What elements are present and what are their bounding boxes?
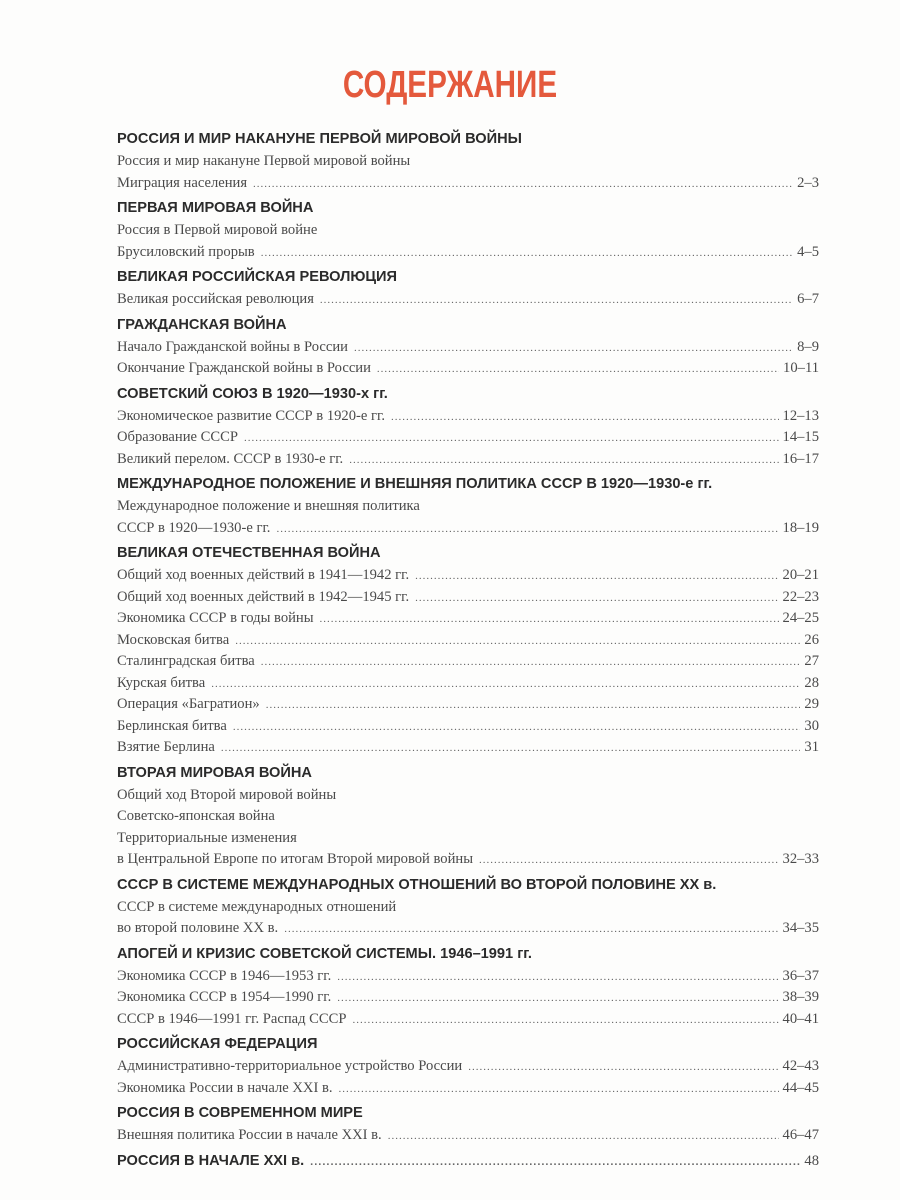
table-of-contents xyxy=(117,125,819,1173)
entry-title: Общий ход военных действий в 1942—1945 гг. xyxy=(117,588,410,605)
toc-section xyxy=(117,314,819,380)
entry-title: СССР в системе международных отношений xyxy=(117,898,397,915)
toc-entry[interactable] xyxy=(117,1125,819,1147)
dot-leader xyxy=(276,518,778,540)
entry-title: Образование СССР xyxy=(117,429,238,445)
entry-title: Операция «Багратион» xyxy=(117,696,260,712)
section-heading-text: РОССИЯ И МИР НАКАНУНЕ ПЕРВОЙ МИРОВОЙ ВОЙНЫ xyxy=(117,131,522,147)
page-number: 4–5 xyxy=(797,243,819,260)
toc-section xyxy=(117,943,819,1031)
entry-title: Экономика СССР в 1954—1990 гг. xyxy=(117,989,332,1005)
dot-leader xyxy=(339,1078,779,1100)
toc-entry[interactable] xyxy=(117,1056,819,1078)
entry-title: Экономика России в начале XXI в. xyxy=(117,1079,333,1096)
dot-leader xyxy=(337,987,778,1009)
entry-title: СССР в 1946—1991 гг. Распад СССР xyxy=(117,1010,347,1027)
toc-entry[interactable] xyxy=(117,849,819,871)
dot-leader xyxy=(221,737,801,759)
section-heading[interactable] xyxy=(117,314,819,337)
toc-entry[interactable] xyxy=(117,737,819,759)
page-number: 46–47 xyxy=(782,1127,819,1143)
entry-title: Брусиловский прорыв xyxy=(117,243,255,260)
entry-title: Московская битва xyxy=(117,631,230,648)
toc-entry[interactable] xyxy=(117,608,819,630)
entry-title: Миграция населения xyxy=(117,174,248,191)
entry-title: СССР в 1920—1930-е гг. xyxy=(117,519,271,536)
page-number: 42–43 xyxy=(782,1058,819,1074)
page-number: 16–17 xyxy=(782,450,819,467)
entry-title: Взятие Берлина xyxy=(117,739,215,755)
section-heading-text: СССР В СИСТЕМЕ МЕЖДУНАРОДНЫХ ОТНОШЕНИЙ ВО ВТОРОЙ ПОЛОВИНЕ XX в. xyxy=(117,876,717,893)
entry-title: Начало Гражданской войны в России xyxy=(117,338,348,355)
toc-entry[interactable] xyxy=(117,694,819,716)
entry-title: Международное положение и внешняя политика xyxy=(117,498,420,514)
section-heading-text: РОССИЯ В НАЧАЛЕ XXI в. xyxy=(117,1152,305,1169)
toc-entry[interactable] xyxy=(117,651,819,673)
dot-leader xyxy=(415,587,778,609)
page-number: 29 xyxy=(804,696,819,712)
section-heading-text: ПЕРВАЯ МИРОВАЯ ВОЙНА xyxy=(117,200,314,216)
toc-entry[interactable] xyxy=(117,828,819,850)
section-heading-text: ГРАЖДАНСКАЯ ВОЙНА xyxy=(117,316,287,333)
page-number: 40–41 xyxy=(782,1010,819,1027)
toc-entry[interactable] xyxy=(117,630,819,652)
toc-entry[interactable] xyxy=(117,220,819,242)
section-heading-text: АПОГЕЙ И КРИЗИС СОВЕТСКОЙ СИСТЕМЫ. 1946–1991 гг. xyxy=(117,945,532,962)
section-heading[interactable] xyxy=(117,943,819,966)
toc-entry[interactable] xyxy=(117,587,819,609)
toc-entry[interactable] xyxy=(117,151,819,173)
toc-entry[interactable] xyxy=(117,897,819,919)
toc-section xyxy=(117,1102,819,1147)
dot-leader xyxy=(235,630,800,652)
toc-entry[interactable] xyxy=(117,173,819,195)
toc-entry[interactable] xyxy=(117,449,819,471)
page-number: 24–25 xyxy=(782,610,819,626)
entry-title: Внешняя политика России в начале XXI в. xyxy=(117,1127,382,1143)
dot-leader xyxy=(310,1150,800,1173)
section-heading[interactable] xyxy=(117,197,819,220)
toc-section xyxy=(117,1033,819,1099)
dot-leader xyxy=(261,242,793,264)
page-number: 8–9 xyxy=(797,338,819,355)
entry-title: Административно-территориальное устройство России xyxy=(117,1058,463,1074)
entry-title: Территориальные изменения xyxy=(117,829,297,846)
toc-entry[interactable] xyxy=(117,518,819,540)
entry-title: Общий ход Второй мировой войны xyxy=(117,786,337,803)
page-number: 31 xyxy=(804,739,819,755)
page-number: 48 xyxy=(804,1152,819,1169)
entry-title: Общий ход военных действий в 1941—1942 гг. xyxy=(117,567,410,583)
entry-title: во второй половине XX в. xyxy=(117,920,279,936)
page-number: 2–3 xyxy=(797,174,819,191)
dot-leader xyxy=(233,716,801,738)
page-number: 12–13 xyxy=(782,407,819,424)
page-number: 22–23 xyxy=(782,588,819,605)
dot-leader xyxy=(354,337,793,359)
page-number: 14–15 xyxy=(782,429,819,445)
toc-entry[interactable] xyxy=(117,785,819,807)
toc-entry[interactable] xyxy=(117,1009,819,1031)
page-number: 20–21 xyxy=(782,567,819,583)
entry-title: Великий перелом. СССР в 1930-е гг. xyxy=(117,450,344,467)
section-heading[interactable] xyxy=(117,266,819,289)
page-number: 34–35 xyxy=(782,920,819,936)
page-number: 6–7 xyxy=(797,291,819,307)
toc-entry[interactable] xyxy=(117,673,819,695)
dot-leader xyxy=(337,966,778,988)
entry-title: Экономическое развитие СССР в 1920-е гг. xyxy=(117,407,385,424)
section-heading[interactable] xyxy=(117,762,819,785)
toc-entry[interactable] xyxy=(117,337,819,359)
toc-entry[interactable] xyxy=(117,565,819,587)
entry-title: в Центральной Европе по итогам Второй мировой войны xyxy=(117,851,474,867)
dot-leader xyxy=(468,1056,778,1078)
toc-entry[interactable] xyxy=(117,966,819,988)
section-heading[interactable] xyxy=(117,1033,819,1056)
toc-entry[interactable] xyxy=(117,1078,819,1100)
section-heading-text: РОССИЯ В СОВРЕМЕННОМ МИРЕ xyxy=(117,1105,363,1121)
dot-leader xyxy=(349,449,778,471)
entry-title: Окончание Гражданской войны в России xyxy=(117,360,371,376)
dot-leader xyxy=(391,406,779,428)
toc-entry[interactable] xyxy=(117,289,819,311)
dot-leader xyxy=(261,651,801,673)
dot-leader xyxy=(388,1125,779,1147)
toc-section xyxy=(117,197,819,263)
toc-section xyxy=(117,383,819,471)
page-number: 10–11 xyxy=(783,360,819,376)
entry-title: Великая российская революция xyxy=(117,291,314,307)
toc-entry[interactable] xyxy=(117,427,819,449)
toc-section xyxy=(117,128,819,194)
page-number: 28 xyxy=(804,674,819,691)
toc-section xyxy=(117,762,819,871)
page-title: СОДЕРЖАНИЕ xyxy=(342,64,558,106)
entry-title: Советско-японская война xyxy=(117,808,275,824)
section-heading-text: РОССИЙСКАЯ ФЕДЕРАЦИЯ xyxy=(117,1036,318,1052)
toc-entry[interactable] xyxy=(117,496,819,518)
section-heading[interactable] xyxy=(117,383,819,406)
section-heading[interactable] xyxy=(117,128,819,151)
page-number: 18–19 xyxy=(782,519,819,536)
entry-title: Россия и мир накануне Первой мировой войны xyxy=(117,153,411,169)
dot-leader xyxy=(415,565,778,587)
toc-entry[interactable] xyxy=(117,406,819,428)
toc-section xyxy=(117,542,819,759)
entry-title: Россия в Первой мировой войне xyxy=(117,222,318,238)
section-heading[interactable] xyxy=(117,1150,819,1173)
section-heading[interactable] xyxy=(117,473,819,496)
page-number: 38–39 xyxy=(782,989,819,1005)
toc-section xyxy=(117,266,819,311)
section-heading-text: МЕЖДУНАРОДНОЕ ПОЛОЖЕНИЕ И ВНЕШНЯЯ ПОЛИТИКА СССР В 1920—1930-е гг. xyxy=(117,476,713,492)
toc-entry[interactable] xyxy=(117,806,819,828)
entry-title: Экономика СССР в годы войны xyxy=(117,610,314,626)
dot-leader xyxy=(320,289,793,311)
dot-leader xyxy=(353,1009,779,1031)
section-heading-text: ВЕЛИКАЯ РОССИЙСКАЯ РЕВОЛЮЦИЯ xyxy=(117,269,398,285)
toc-entry[interactable] xyxy=(117,242,819,264)
entry-title: Экономика СССР в 1946—1953 гг. xyxy=(117,967,332,984)
toc-entry[interactable] xyxy=(117,358,819,380)
toc-entry[interactable] xyxy=(117,716,819,738)
section-heading[interactable] xyxy=(117,542,819,565)
dot-leader xyxy=(284,918,778,940)
section-heading-text: СОВЕТСКИЙ СОЮЗ В 1920—1930-х гг. xyxy=(117,385,388,402)
page-number: 44–45 xyxy=(782,1079,819,1096)
entry-title: Курская битва xyxy=(117,674,206,691)
dot-leader xyxy=(211,673,800,695)
section-heading-text: ВТОРАЯ МИРОВАЯ ВОЙНА xyxy=(117,764,312,781)
toc-section xyxy=(117,1150,819,1173)
page-number: 30 xyxy=(804,717,819,734)
page-number: 32–33 xyxy=(782,851,819,867)
entry-title: Сталинградская битва xyxy=(117,653,255,669)
page-number: 27 xyxy=(804,653,819,669)
section-heading[interactable] xyxy=(117,1102,819,1125)
toc-section xyxy=(117,473,819,539)
toc-section xyxy=(117,874,819,940)
toc-entry[interactable] xyxy=(117,987,819,1009)
section-heading-text: ВЕЛИКАЯ ОТЕЧЕСТВЕННАЯ ВОЙНА xyxy=(117,545,381,561)
section-heading[interactable] xyxy=(117,874,819,897)
dot-leader xyxy=(253,173,793,195)
page-number: 36–37 xyxy=(782,967,819,984)
dot-leader xyxy=(377,358,779,380)
toc-entry[interactable] xyxy=(117,918,819,940)
dot-leader xyxy=(479,849,778,871)
dot-leader xyxy=(320,608,779,630)
page-number: 26 xyxy=(804,631,819,648)
dot-leader xyxy=(266,694,801,716)
entry-title: Берлинская битва xyxy=(117,717,227,734)
dot-leader xyxy=(244,427,779,449)
